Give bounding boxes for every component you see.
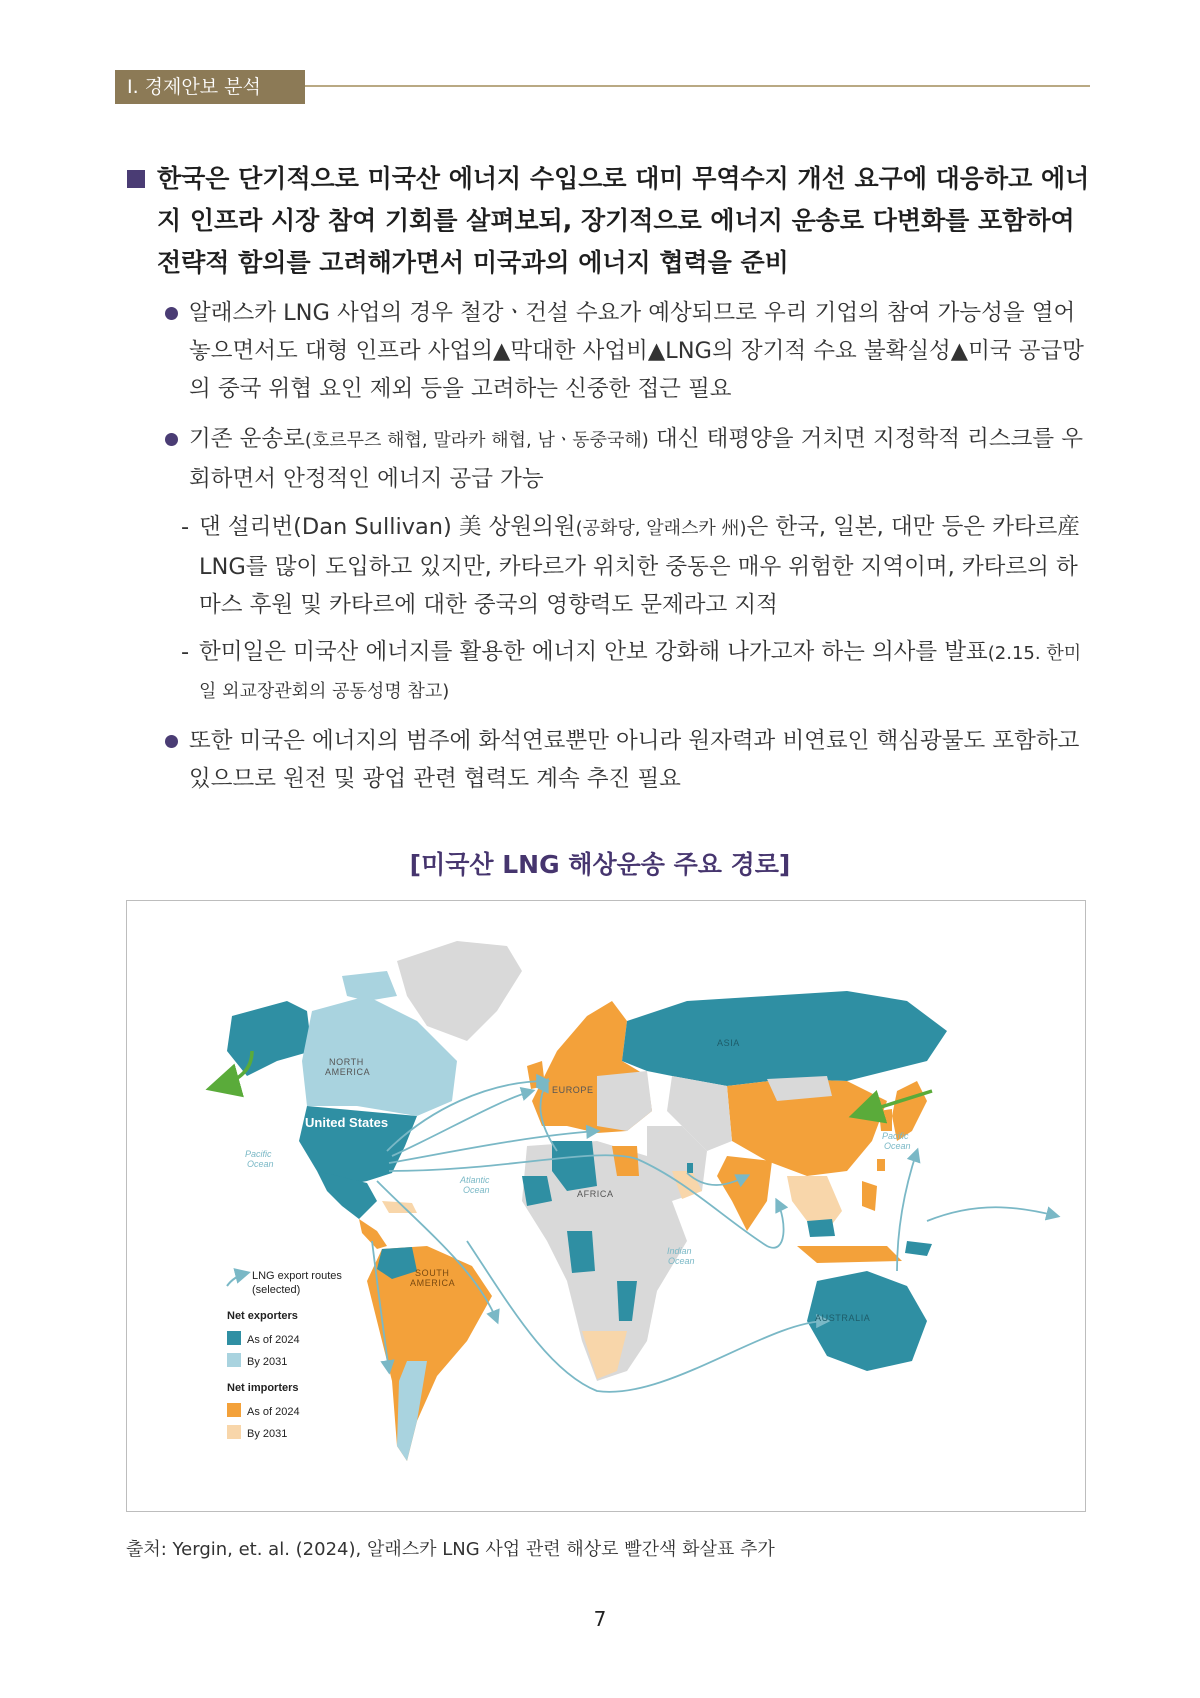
square-bullet-icon [127,170,145,188]
legend-routes: LNG export routes [252,1270,342,1282]
legend-exporter-2024: As of 2024 [247,1334,300,1346]
legend-swatch-importer-2024 [227,1403,241,1417]
label-pacific-ocean: Ocean [884,1141,911,1151]
legend-importers: Net importers [227,1382,299,1394]
russia-region [622,991,947,1086]
philippines-region [862,1181,877,1211]
circle-bullet-icon [165,735,178,748]
circle-bullet-icon [165,433,178,446]
korea-region [879,1109,892,1131]
label-south-america: SOUTH [415,1268,450,1278]
label-pacific-ocean: Pacific [245,1149,272,1159]
sub-item: - 댄 설리번(Dan Sullivan) 美 상원의원(공화당, 알래스카 州)은 한국, 일본, 대만 등은 카타르産 LNG를 많이 도입하고 있지만, 카타르가 위치한 중동은 매우 위험한 지역이며, 카타르의 하마스 후원 및 카타르에 대한 중국의 영향력도 문제라고 지적 [181,508,1095,624]
label-australia: AUSTRALIA [815,1313,871,1323]
bullet-item: 기존 운송로(호르무즈 해협, 말라카 해협, 남ㆍ동중국해) 대신 태평양을 거치면 지정학적 리스크를 우회하면서 안정적인 에너지 공급 가능 [157,420,1095,498]
label-asia: ASIA [717,1038,740,1048]
label-south-america: AMERICA [410,1278,456,1288]
label-africa: AFRICA [577,1189,614,1199]
arctic-islands-region [342,971,397,1001]
taiwan-region [877,1159,885,1171]
map-legend [227,1270,342,1440]
uk-region [527,1061,545,1089]
legend-routes: (selected) [252,1284,301,1296]
route-pacific-east [927,1207,1057,1221]
figure-title: [미국산 LNG 해상운송 주요 경로] [409,850,791,879]
label-united-states: United States [305,1115,389,1130]
figure-caption: 출처: Yergin, et. al. (2024), 알래스카 LNG 사업 관련 해상로 빨간색 화살표 추가 [126,1539,775,1560]
sub-item: - 한미일은 미국산 에너지를 활용한 에너지 안보 강화해 나가고자 하는 의사를 발표(2.15. 한미일 외교장관회의 공동성명 참고) [181,634,1095,710]
malaysia-region [807,1219,835,1237]
main-content [125,158,1095,798]
label-north-america: AMERICA [325,1067,371,1077]
lng-route-map [126,900,1086,1512]
legend-importer-2031: By 2031 [247,1428,288,1440]
south-america-south-exporter [397,1361,427,1461]
label-indian-ocean: Indian [667,1246,692,1256]
dash-marker: - [181,639,190,665]
label-pacific-ocean: Ocean [247,1159,274,1169]
section-tag: Ⅰ. 경제안보 분석 [115,70,305,104]
legend-swatch-exporter-2024 [227,1331,241,1345]
header-divider [305,85,1090,87]
dash-marker: - [181,514,190,540]
bullet-item: 또한 미국은 에너지의 범주에 화석연료뿐만 아니라 원자력과 비연료인 핵심광물도 포함하고 있으므로 원전 및 광업 관련 협력도 계속 추진 필요 [157,722,1095,798]
route-legend-icon [227,1273,247,1286]
europe-east-region [597,1071,652,1131]
page-number: 7 [593,1607,607,1631]
west-africa-exporter [522,1176,552,1206]
legend-exporters: Net exporters [227,1310,298,1322]
legend-importer-2024: As of 2024 [247,1406,300,1418]
label-atlantic-ocean: Atlantic [460,1175,490,1185]
legend-swatch-importer-2031 [227,1425,241,1439]
indonesia-region [797,1246,902,1263]
label-europe: EUROPE [552,1085,594,1095]
bullet-item: 알래스카 LNG 사업의 경우 철강ㆍ건설 수요가 예상되므로 우리 기업의 참여 가능성을 열어 놓으면서도 대형 인프라 사업의▲막대한 사업비▲LNG의 장기적 수요 불확실성▲미국 공급망의 중국 위협 요인 제외 등을 고려하는 신중한 접근 필요 [157,294,1095,408]
circle-bullet-icon [165,307,178,320]
label-indian-ocean: Ocean [668,1256,695,1266]
png-region [905,1241,932,1256]
section-heading: 한국은 단기적으로 미국산 에너지 수입으로 대미 무역수지 개선 요구에 대응하고 에너지 인프라 시장 참여 기회를 살펴보되, 장기적으로 에너지 운송로 다변화를 포함하여 전략적 함의를 고려해가면서 미국과의 에너지 협력을 준비 [125,158,1095,284]
legend-exporter-2031: By 2031 [247,1356,288,1368]
world-map-graphic [127,901,1086,1512]
india-region [717,1156,772,1231]
qatar-region [687,1163,693,1173]
label-pacific-ocean: Pacific [882,1131,909,1141]
label-atlantic-ocean: Ocean [463,1185,490,1195]
alaska-region [227,1001,312,1076]
label-north-america: NORTH [329,1057,364,1067]
legend-swatch-exporter-2031 [227,1353,241,1367]
